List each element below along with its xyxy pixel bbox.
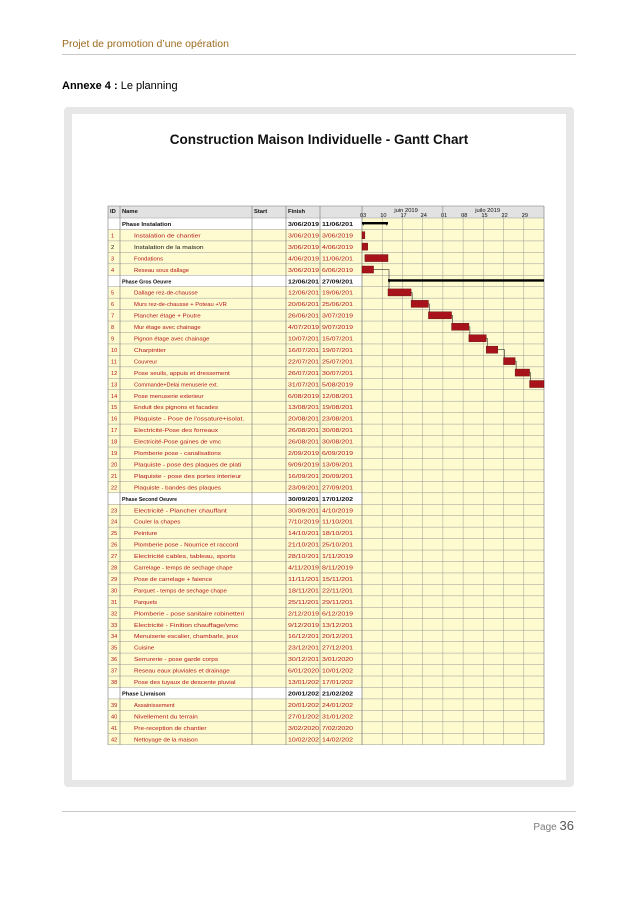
row-finish: 27/09/201 [322, 485, 353, 492]
timeline-row-bg [362, 264, 544, 275]
row-name: Nivellement du terrain [134, 714, 198, 721]
row-name: Assainissement [134, 702, 176, 709]
row-start: 20/01/202 [288, 702, 319, 709]
row-name: Instalation de la maison [134, 244, 204, 251]
row-name: Pose des tuyaux de descente pluvial [134, 680, 236, 686]
timeline-row-bg [362, 619, 544, 630]
task-bar [362, 232, 365, 239]
timeline-row-bg [362, 252, 544, 263]
row-start: 14/10/201 [288, 531, 319, 538]
row-start: 16/09/201 [288, 473, 319, 480]
row-name: Phase Instalation [122, 222, 172, 228]
row-start: 2/12/2019 [288, 611, 319, 618]
row-finish: 27/12/201 [322, 645, 353, 652]
row-id: 35 [111, 645, 118, 652]
row-id: 26 [111, 542, 118, 549]
task-bar [362, 243, 368, 250]
week-tick-label: 01 [440, 213, 448, 219]
row-finish: 27/09/201 [322, 279, 353, 286]
row-start: 20/06/201 [288, 302, 319, 309]
row-id: 40 [111, 714, 118, 721]
row-name: Fondations [134, 256, 164, 263]
timeline-row-bg [362, 493, 544, 504]
row-start: 13/08/201 [288, 405, 319, 412]
column-header: Start [254, 209, 268, 215]
task-bar [452, 323, 469, 330]
row-start: 2/09/2019 [288, 451, 319, 457]
row-start: 12/06/201 [288, 279, 319, 286]
row-id: 12 [111, 370, 118, 377]
timeline-row-bg [362, 676, 544, 687]
phase-summary-bar [388, 279, 544, 281]
gantt-title: Construction Maison Individuelle - Gantt Chart [169, 132, 469, 147]
row-id: 7 [111, 313, 115, 320]
row-name: Cuisine [134, 645, 155, 652]
row-start: 7/10/2019 [288, 519, 319, 526]
timeline-row-bg [362, 710, 544, 721]
row-name: Charpintier [134, 347, 167, 354]
row-finish: 23/08/201 [322, 416, 353, 423]
row-name: Plaquiste - pose des plaques de plati [134, 462, 242, 469]
row-finish: 21/02/202 [322, 691, 353, 698]
row-id: 39 [111, 702, 118, 709]
task-bar [469, 335, 486, 342]
row-finish: 14/02/202 [322, 737, 353, 744]
row-name: Reseau sous dallage [134, 267, 190, 274]
row-name: Pre-reception de chantier [134, 725, 207, 732]
row-name: Electricité-Pose gaines de vmc [134, 439, 222, 446]
row-finish: 15/07/201 [322, 336, 353, 343]
timeline-row-bg [362, 458, 544, 469]
row-finish: 7/02/2020 [322, 725, 353, 732]
row-finish: 30/08/201 [322, 428, 353, 435]
row-finish: 25/06/201 [322, 302, 353, 309]
timeline-row-bg [362, 642, 544, 653]
timeline-row-bg [362, 333, 544, 344]
row-name: Parquet - temps de sechage chape [134, 588, 227, 595]
row-name: Nettoyage de la maison [134, 737, 198, 744]
row-name: Electricité cables, tableau, sports [134, 554, 236, 561]
row-id: 8 [111, 325, 115, 332]
row-name: Phase Livraison [122, 691, 166, 698]
row-id: 17 [111, 428, 118, 435]
row-finish: 20/12/201 [322, 634, 353, 641]
task-bar [362, 266, 374, 273]
row-name: Peinture [134, 531, 158, 538]
timeline-row-bg [362, 298, 544, 309]
row-id: 13 [111, 382, 118, 389]
row-name: Mur étage avec chainage [134, 325, 201, 332]
row-finish: 18/10/201 [322, 531, 353, 538]
row-start: 4/06/2019 [288, 256, 319, 263]
timeline-row-bg [362, 481, 544, 492]
row-name: Couvreur [134, 359, 158, 366]
week-tick-label: 15 [481, 213, 488, 219]
row-finish: 13/12/201 [322, 622, 353, 629]
timeline-row-bg [362, 344, 544, 355]
row-id: 31 [111, 599, 118, 606]
row-finish: 19/07/201 [322, 347, 353, 354]
timeline-row-bg [362, 447, 544, 458]
row-id: 15 [111, 405, 118, 412]
row-name: Electricité - Plancher chauffant [134, 508, 228, 515]
row-id: 9 [111, 336, 115, 343]
timeline-header-bg [362, 206, 544, 218]
row-id: 33 [111, 622, 118, 629]
row-name: Enduit des pignons et facades [134, 405, 219, 412]
row-start: 3/06/2019 [288, 222, 319, 228]
row-start: 27/01/202 [288, 714, 319, 721]
row-start: 20/01/202 [288, 691, 319, 698]
row-finish: 8/11/2019 [322, 565, 353, 572]
row-finish: 11/06/201 [322, 222, 353, 228]
row-start: 6/08/2019 [288, 393, 319, 400]
annex-heading [62, 80, 178, 92]
page-number-value: 36 [559, 818, 574, 833]
row-finish: 25/10/201 [322, 542, 353, 549]
task-bar [486, 346, 498, 353]
row-id: 2 [111, 244, 115, 251]
row-id: 19 [111, 451, 118, 457]
row-finish: 22/11/201 [322, 588, 353, 595]
row-start: 6/01/2020 [288, 668, 319, 675]
row-start: 26/06/201 [288, 313, 319, 320]
row-start: 4/07/2019 [288, 325, 319, 332]
row-start: 4/11/2019 [288, 565, 319, 572]
timeline-row-bg [362, 390, 544, 401]
row-start: 26/08/201 [288, 428, 319, 435]
timeline-row-bg [362, 516, 544, 527]
row-name: Electricité - Finition chauffage/vmc [134, 622, 239, 629]
row-id: 37 [111, 668, 118, 675]
timeline-row-bg [362, 733, 544, 744]
row-start: 21/10/201 [288, 542, 319, 549]
row-id: 27 [111, 554, 118, 561]
row-start: 10/07/201 [288, 336, 319, 343]
row-name: Serrurerie - pose garde corps [134, 657, 219, 664]
row-name: Plancher étage + Poutre [134, 313, 201, 320]
timeline-row-bg [362, 584, 544, 595]
row-finish: 10/01/202 [322, 668, 353, 675]
task-bar [365, 255, 388, 262]
row-id: 32 [111, 611, 118, 618]
row-finish: 11/10/201 [322, 519, 353, 526]
timeline-row-bg [362, 653, 544, 664]
row-finish: 6/12/2019 [322, 611, 353, 618]
row-start: 23/09/201 [288, 485, 319, 492]
row-start: 18/11/201 [288, 588, 319, 595]
row-id: 21 [111, 473, 118, 480]
row-finish: 30/08/201 [322, 439, 353, 446]
row-finish: 29/11/201 [322, 599, 353, 606]
row-name: Plomberie pose - Nourrice et raccord [134, 542, 239, 549]
timeline-row-bg [362, 504, 544, 515]
row-name: Instalation de chantier [134, 233, 201, 240]
row-finish: 19/08/201 [322, 405, 353, 412]
row-start: 23/12/201 [288, 645, 319, 652]
timeline-row-bg [362, 413, 544, 424]
row-name: Plaquiste - pose des portes interieur [134, 473, 242, 480]
row-id: 42 [111, 737, 118, 744]
week-tick-label: 17 [400, 213, 407, 219]
timeline-row-bg [362, 573, 544, 584]
row-name: Couler la chapes [134, 519, 181, 526]
annex-text: Le planning [117, 80, 178, 92]
week-tick-label: 29 [521, 213, 529, 219]
timeline-row-bg [362, 562, 544, 573]
timeline-row-bg [362, 310, 544, 321]
header-bg [108, 206, 362, 218]
row-finish: 15/11/201 [322, 576, 353, 583]
row-finish: 13/09/201 [322, 462, 353, 469]
row-id: 16 [111, 416, 118, 423]
timeline-row-bg [362, 550, 544, 561]
timeline-row-bg [362, 424, 544, 435]
row-start: 26/08/201 [288, 439, 319, 446]
row-id: 36 [111, 657, 118, 664]
row-id: 24 [111, 519, 118, 526]
row-finish: 4/06/2019 [322, 244, 353, 251]
row-start: 30/09/201 [288, 496, 319, 503]
row-finish: 17/01/202 [322, 680, 353, 686]
column-header: Name [122, 209, 138, 215]
row-finish: 17/01/202 [322, 496, 353, 503]
timeline-row-bg [362, 699, 544, 710]
row-start: 16/07/201 [288, 347, 319, 354]
row-finish: 3/07/2019 [322, 313, 353, 320]
row-finish: 30/07/201 [322, 370, 353, 377]
row-start: 25/11/201 [288, 599, 319, 606]
row-start: 9/12/2019 [288, 622, 319, 629]
row-finish: 4/10/2019 [322, 508, 353, 515]
task-bar [504, 358, 516, 365]
row-name: Pose seuils, appuis et dressement [134, 370, 231, 377]
row-name: Pignon étage avec chainage [134, 336, 210, 343]
gantt-sheet [72, 114, 566, 780]
row-finish: 12/08/201 [322, 393, 353, 400]
row-start: 30/12/201 [288, 657, 319, 664]
row-start: 10/02/202 [288, 737, 319, 744]
row-start: 3/06/2019 [288, 267, 319, 274]
row-name: Plomberie - pose sanitaire robinetteri [134, 611, 245, 618]
timeline-row-bg [362, 630, 544, 641]
task-bar [388, 289, 411, 296]
row-finish: 6/09/2019 [322, 451, 353, 457]
timeline-row-bg [362, 539, 544, 550]
row-id: 10 [111, 347, 118, 354]
row-id: 25 [111, 531, 118, 538]
row-start: 26/07/201 [288, 370, 319, 377]
row-id: 11 [111, 359, 117, 366]
row-name: Pose menuserie exterieur [134, 393, 204, 400]
row-finish: 25/07/201 [322, 359, 353, 366]
timeline-row-bg [362, 527, 544, 538]
timeline-row-bg [362, 665, 544, 676]
row-id: 1 [111, 233, 115, 240]
row-name: Menuiserie escalier, chambarle, jeux [134, 634, 239, 641]
row-id: 22 [111, 485, 118, 492]
month-label: juin 2019 [394, 208, 418, 214]
task-bar [428, 312, 451, 319]
row-start: 16/12/201 [288, 634, 319, 641]
row-id: 3 [111, 256, 115, 263]
timeline-row-bg [362, 355, 544, 366]
row-finish: 1/11/2019 [322, 554, 353, 561]
timeline-row-bg [362, 241, 544, 252]
row-finish: 31/01/202 [322, 714, 353, 721]
row-start: 9/09/2019 [288, 462, 319, 469]
row-start: 22/07/201 [288, 359, 319, 366]
timeline-row-bg [362, 436, 544, 447]
timeline-row-bg [362, 607, 544, 618]
column-header: ID [110, 209, 116, 215]
row-start: 3/02/2020 [288, 725, 319, 732]
task-bar [530, 381, 544, 388]
week-tick-label: 24 [420, 213, 427, 219]
row-id: 38 [111, 680, 118, 686]
month-label: juilo 2019 [475, 208, 501, 214]
row-name: Reseau eaux pluviales et drainage [134, 668, 230, 675]
row-finish: 5/08/2019 [322, 382, 353, 389]
row-id: 5 [111, 290, 115, 297]
row-start: 3/06/2019 [288, 244, 319, 251]
row-id: 28 [111, 565, 118, 572]
row-name: Parquets [134, 599, 158, 606]
column-header: Finish [288, 209, 306, 215]
row-start: 12/06/201 [288, 290, 319, 297]
header-divider [62, 54, 576, 55]
row-name: Carrelage - temps de sechage chape [134, 565, 233, 572]
timeline-row-bg [362, 229, 544, 240]
page-label: Page [533, 822, 557, 833]
row-id: 6 [111, 302, 115, 309]
row-id: 29 [111, 576, 118, 583]
row-id: 4 [111, 267, 115, 274]
row-start: 28/10/201 [288, 554, 319, 561]
row-name: Phase Gros Oeuvre [122, 279, 172, 286]
task-bar [411, 300, 428, 307]
row-name: Dallage rez-de-chausse [134, 290, 198, 297]
timeline-row-bg [362, 470, 544, 481]
row-finish: 9/07/2019 [322, 325, 353, 332]
running-header: Projet de promotion d’une opération [62, 38, 229, 50]
row-id: 30 [111, 588, 118, 595]
page-number [533, 818, 574, 833]
row-name: Plaquiste - Pose de l'ossature+isolat. [134, 416, 245, 423]
task-bar [515, 369, 529, 376]
row-id: 34 [111, 634, 118, 641]
annex-label: Annexe 4 : [62, 80, 118, 92]
row-name: Plaquiste - bandes des plaques [134, 485, 222, 492]
timeline-row-bg [362, 378, 544, 389]
week-tick-label: 22 [501, 213, 508, 219]
timeline-row-bg [362, 218, 544, 229]
footer-divider [62, 811, 576, 812]
week-tick-label: 10 [380, 213, 387, 219]
row-name: Pose de carrelage + faience [134, 576, 213, 583]
row-start: 31/07/201 [288, 382, 319, 389]
row-name: Commande+Delai menuserie ext. [134, 382, 219, 389]
row-id: 18 [111, 439, 118, 446]
row-start: 11/11/201 [288, 576, 319, 583]
week-tick-label: 03 [360, 213, 367, 219]
row-name: Murs rez-de-chausse + Poteau +VR [134, 302, 227, 309]
timeline-row-bg [362, 687, 544, 698]
phase-summary-bar [362, 222, 388, 224]
row-start: 3/06/2019 [288, 233, 319, 240]
row-name: Electricité-Pose des forreaux [134, 428, 219, 435]
gantt-chart [72, 114, 566, 780]
row-id: 23 [111, 508, 118, 515]
row-name: Phase Second Oeuvre [122, 496, 178, 503]
row-start: 20/08/201 [288, 416, 319, 423]
week-tick-label: 08 [461, 213, 468, 219]
row-id: 14 [111, 393, 118, 400]
timeline-row-bg [362, 722, 544, 733]
timeline-row-bg [362, 596, 544, 607]
row-name: Plomberie pose - canalisations [134, 451, 222, 457]
row-start: 13/01/202 [288, 680, 319, 686]
row-finish: 24/01/202 [322, 702, 353, 709]
row-finish: 11/06/201 [322, 256, 353, 263]
row-finish: 3/01/2020 [322, 657, 353, 664]
row-finish: 20/09/201 [322, 473, 353, 480]
timeline-row-bg [362, 401, 544, 412]
row-id: 20 [111, 462, 118, 469]
row-start: 30/09/201 [288, 508, 319, 515]
row-finish: 3/06/2019 [322, 233, 353, 240]
row-id: 41 [111, 725, 118, 732]
row-finish: 6/06/2019 [322, 267, 353, 274]
row-finish: 19/06/201 [322, 290, 353, 297]
